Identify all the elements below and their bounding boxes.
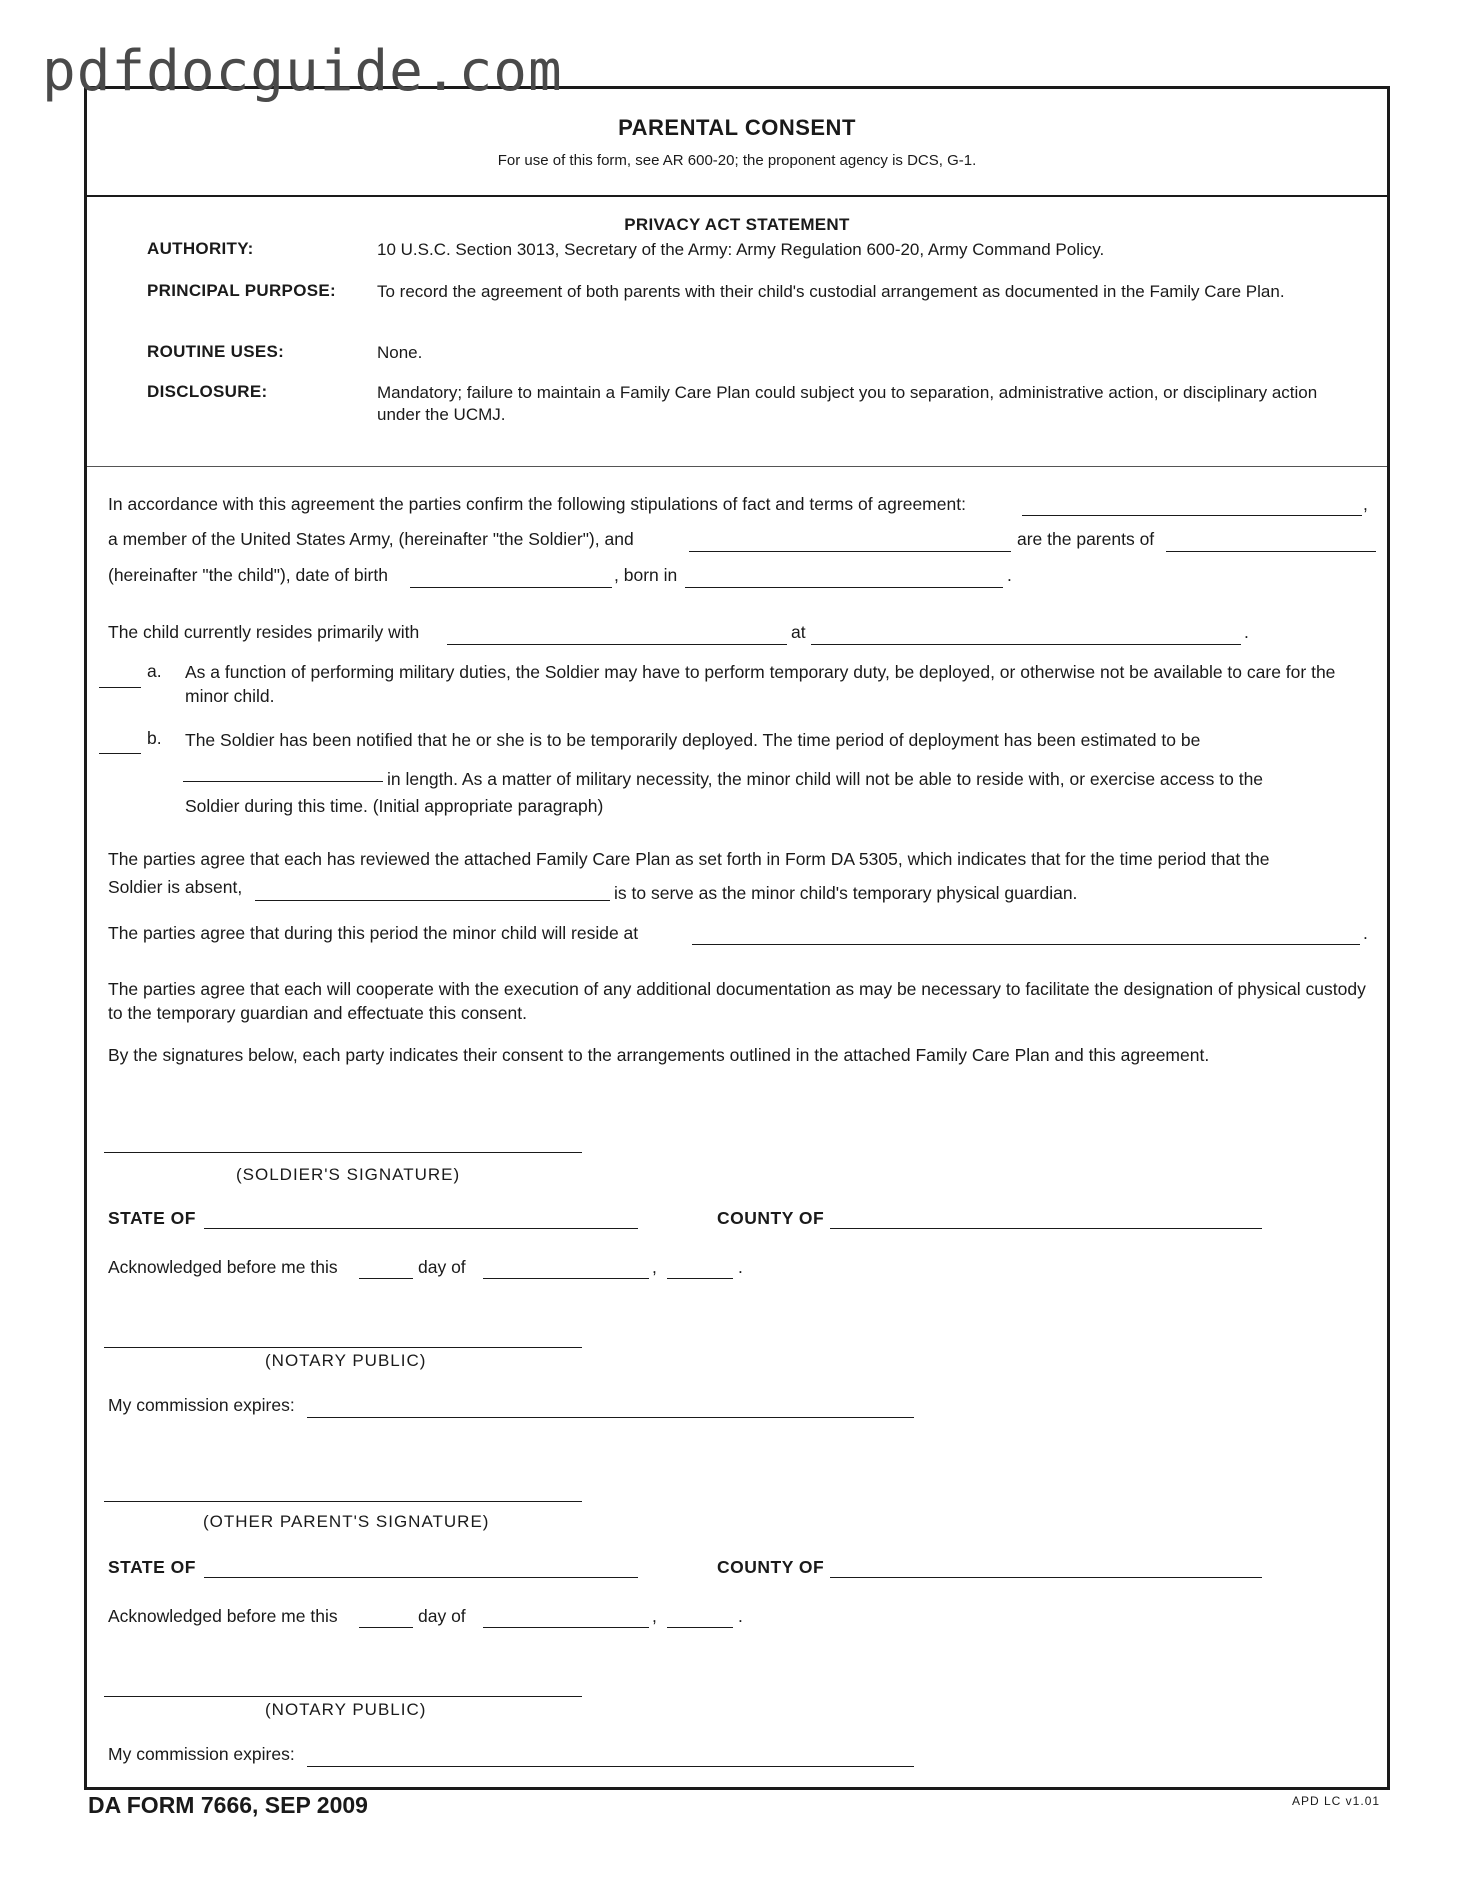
item-b-text: The Soldier has been notified that he or she is to be temporarily deployed. The time period of deployment has been estimated to be [185,730,1201,750]
item-a-letter: a. [147,661,162,681]
reside-at-text: The parties agree that during this period the minor child will reside at [108,923,639,943]
county-of-field[interactable] [830,1577,1262,1578]
item-b-length-text: in length. As a matter of military necessity, the minor child will not be able to reside with, or exercise access to the [387,769,1264,789]
privacy-act-statement [87,197,1387,467]
routine-label: ROUTINE USES: [147,342,285,361]
born-in-text: , born in [614,565,678,585]
initial-a-field[interactable] [99,687,141,688]
form-header [87,89,1387,197]
other-parent-name-field[interactable] [689,551,1011,552]
soldier-member-text: a member of the United States Army, (hereinafter "the Soldier"), and [108,529,634,549]
guardian-name-field[interactable] [255,900,610,901]
state-of-label: STATE OF [108,1208,196,1228]
ack-day-field[interactable] [359,1278,413,1279]
form-number: DA FORM 7666, SEP 2009 [88,1792,368,1818]
soldier-signature-caption: (SOLDIER'S SIGNATURE) [236,1165,461,1184]
deployment-length-field[interactable] [183,781,383,782]
period: . [738,1606,743,1626]
period: . [1007,565,1012,585]
signatures-text: By the signatures below, each party indicates their consent to the arrangements outlined in the attached Family Care Plan and this agreement. [108,1045,1210,1065]
guardian-text: is to serve as the minor child's temporary physical guardian. [614,883,1078,903]
date-of-birth-field[interactable] [410,587,612,588]
comma: , [652,1606,657,1626]
ack-year-field[interactable] [667,1278,733,1279]
county-of-label: COUNTY OF [717,1208,825,1228]
state-of-field[interactable] [204,1577,638,1578]
acknowledged-text: Acknowledged before me this [108,1257,338,1277]
resides-text: The child currently resides primarily with [108,622,420,642]
state-of-field[interactable] [204,1228,638,1229]
review-text: The parties agree that each has reviewed the attached Family Care Plan as set forth in Form DA 5305, which indicates that for the time period that the [108,849,1270,869]
item-b-letter: b. [147,728,162,748]
ack-year-field[interactable] [667,1627,733,1628]
authority-label: AUTHORITY: [147,239,254,258]
authority-text: 10 U.S.C. Section 3013, Secretary of the Army: Army Regulation 600-20, Army Command Policy. [377,240,1105,259]
watermark-text: pdfdocguide.com [42,39,563,104]
form-frame [84,86,1390,1790]
commission-text: My commission expires: [108,1395,295,1415]
period: . [1363,923,1368,943]
purpose-text: To record the agreement of both parents with their child's custodial arrangement as documented in the Family Care Plan. [377,282,1285,301]
notary-signature-field[interactable] [104,1347,582,1348]
resides-with-field[interactable] [447,644,787,645]
day-of-text: day of [418,1606,466,1626]
notary-caption: (NOTARY PUBLIC) [265,1700,427,1719]
notary-caption: (NOTARY PUBLIC) [265,1351,427,1370]
other-parent-signature-caption: (OTHER PARENT'S SIGNATURE) [203,1512,490,1531]
form-version: APD LC v1.01 [1292,1794,1381,1808]
county-of-field[interactable] [830,1228,1262,1229]
comma: , [652,1257,657,1277]
soldier-name-field[interactable] [1022,515,1362,516]
commission-text: My commission expires: [108,1744,295,1764]
routine-text: None. [377,343,423,362]
disclosure-text: Mandatory; failure to maintain a Family Care Plan could subject you to separation, administrative action, or disciplinary action under the UCMJ. [377,383,1318,424]
form-subtitle: For use of this form, see AR 600-20; the proponent agency is DCS, G-1. [497,152,977,169]
ack-month-field[interactable] [483,1627,649,1628]
period: . [738,1257,743,1277]
residence-address-field[interactable] [811,644,1241,645]
comma: , [1363,494,1368,514]
purpose-label: PRINCIPAL PURPOSE: [147,281,336,300]
at-text: at [791,622,806,642]
ack-month-field[interactable] [483,1278,649,1279]
privacy-title: PRIVACY ACT STATEMENT [624,215,850,234]
child-name-field[interactable] [1166,551,1376,552]
day-of-text: day of [418,1257,466,1277]
other-parent-signature-field[interactable] [104,1501,582,1502]
child-dob-text: (hereinafter "the child"), date of birth [108,565,388,585]
absent-text: Soldier is absent, [108,877,243,897]
initial-b-field[interactable] [99,753,141,754]
county-of-label: COUNTY OF [717,1557,825,1577]
ack-day-field[interactable] [359,1627,413,1628]
item-a-text: As a function of performing military duties, the Soldier may have to perform temporary duty, be deployed, or otherwise not be available to care for the minor child. [185,662,1336,706]
cooperate-text: The parties agree that each will cooperate with the execution of any additional documentation as may be necessary to facilitate the designation of physical custody to the temporary guardian and effectuate this consent. [108,979,1366,1023]
state-of-label: STATE OF [108,1557,196,1577]
soldier-signature-field[interactable] [104,1152,582,1153]
parents-of-text: are the parents of [1017,529,1155,549]
disclosure-label: DISCLOSURE: [147,382,268,401]
item-b-end-text: Soldier during this time. (Initial appropriate paragraph) [185,796,604,816]
agreement-intro: In accordance with this agreement the parties confirm the following stipulations of fact and terms of agreement: [108,494,966,514]
commission-expires-field[interactable] [307,1417,914,1418]
birthplace-field[interactable] [685,587,1003,588]
guardian-residence-field[interactable] [692,944,1360,945]
acknowledged-text: Acknowledged before me this [108,1606,338,1626]
period: . [1244,622,1249,642]
commission-expires-field[interactable] [307,1766,914,1767]
form-title: PARENTAL CONSENT [618,115,856,140]
notary-signature-field[interactable] [104,1696,582,1697]
